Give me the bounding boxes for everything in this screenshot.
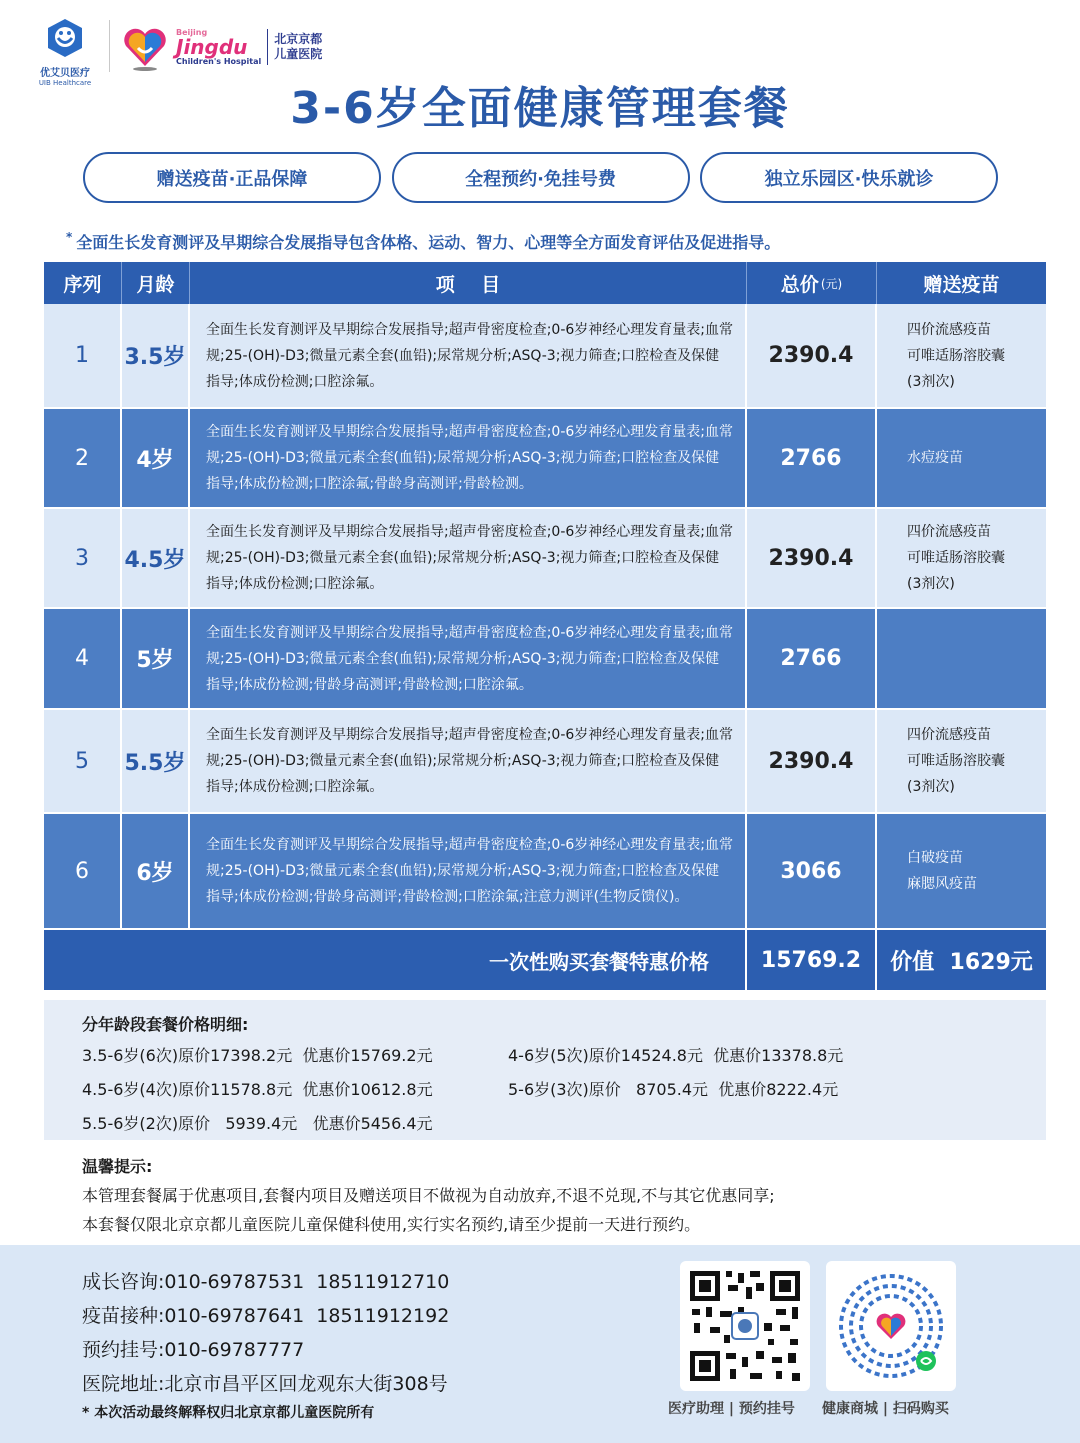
vaccine-line: (3剂次) <box>907 779 955 795</box>
mini-program-code-mall[interactable] <box>826 1261 956 1391</box>
header-price-label: 总价 <box>780 273 819 296</box>
jingdu-city: Beijing <box>176 28 208 37</box>
pill-appointment: 全程预约·免挂号费 <box>392 152 690 203</box>
jingdu-brand: Jingdu <box>176 35 248 59</box>
jingdu-logo <box>120 22 322 72</box>
vaccine-line: 麻腮风疫苗 <box>907 876 977 892</box>
contact-footer <box>0 1245 1080 1443</box>
header-vaccine: 赠送疫苗 <box>923 273 1000 296</box>
row-age: 6岁 <box>122 814 190 928</box>
note <box>66 230 780 253</box>
row-age: 3.5岁 <box>122 304 190 407</box>
disclaimer: * 本次活动最终解释权归北京京都儿童医院所有 <box>82 1405 375 1421</box>
logo-divider <box>109 20 110 72</box>
contact-address: 医院地址:北京市昌平区回龙观东大街308号 <box>82 1373 448 1395</box>
row-items: 全面生长发育测评及早期综合发展指导;超声骨密度检查;0-6岁神经心理发育量表;血常规;25-(OH)-D3;微量元素全套(血铅);尿常规分析;ASQ-3;视力筛查;口腔检查及保健指导;体成份检测;骨龄身高测评;骨龄检测;口腔涂氟。 <box>190 609 747 708</box>
breakdown-item: 4-6岁(5次)原价14524.8元 优惠价13378.8元 <box>508 1046 844 1065</box>
row-items: 全面生长发育测评及早期综合发展指导;超声骨密度检查;0-6岁神经心理发育量表;血常规;25-(OH)-D3;微量元素全套(血铅);尿常规分析;ASQ-3;视力筛查;口腔检查及保健指导;体成份检测;口腔涂氟。 <box>190 509 747 607</box>
vaccine-line: 四价流感疫苗 <box>907 727 991 743</box>
note-text: 全面生长发育测评及早期综合发展指导包含体格、运动、智力、心理等全方面发育评估及促进指导。 <box>76 233 781 252</box>
header-age: 月龄 <box>122 262 190 304</box>
row-age: 4岁 <box>122 409 190 507</box>
breakdown-item: 3.5-6岁(6次)原价17398.2元 优惠价15769.2元 <box>82 1046 433 1065</box>
vaccine-line: 水痘疫苗 <box>907 450 963 466</box>
vaccine-line: 四价流感疫苗 <box>907 321 991 338</box>
row-seq: 3 <box>44 509 122 607</box>
row-seq: 2 <box>44 409 122 507</box>
row-age: 5岁 <box>122 609 190 708</box>
uib-logo-en: UIB Healthcare <box>38 79 92 87</box>
table-row <box>44 304 1046 409</box>
vaccine-line: (3剂次) <box>907 576 955 592</box>
breakdown-grid <box>82 1043 1046 1153</box>
page-title: 3-6岁全面健康管理套餐 <box>290 83 790 134</box>
row-items: 全面生长发育测评及早期综合发展指导;超声骨密度检查;0-6岁神经心理发育量表;血常规;25-(OH)-D3;微量元素全套(血铅);尿常规分析;ASQ-3;视力筛查;口腔检查及保健指导;体成份检测;骨龄身高测评;骨龄检测;口腔涂氟;注意力测评(生物反馈仪)。 <box>190 814 747 928</box>
row-items: 全面生长发育测评及早期综合发展指导;超声骨密度检查;0-6岁神经心理发育量表;血常规;25-(OH)-D3;微量元素全套(血铅);尿常规分析;ASQ-3;视力筛查;口腔检查及保健指导;体成份检测;口腔涂氟;骨龄身高测评;骨龄检测。 <box>190 409 747 507</box>
row-vaccine <box>877 814 1046 928</box>
table-row <box>44 814 1046 930</box>
jingdu-cn-2: 儿童医院 <box>274 47 323 61</box>
tips-line: 本套餐仅限北京京都儿童医院儿童保健科使用,实行实名预约,请至少提前一天进行预约。 <box>82 1215 701 1234</box>
row-price: 2766 <box>747 409 877 507</box>
note-star: * <box>66 230 73 244</box>
price-breakdown <box>44 1000 1046 1140</box>
contact-growth: 成长咨询:010-69787531 18511912710 <box>82 1271 450 1293</box>
header-price <box>747 262 877 304</box>
jingdu-cn-1: 北京京都 <box>274 32 323 46</box>
header-price-unit: (元) <box>820 276 843 291</box>
qr2-caption: 健康商城 | 扫码购买 <box>822 1401 949 1417</box>
table-header <box>44 262 1046 304</box>
mini-program-code-icon <box>826 1261 956 1391</box>
row-vaccine <box>877 409 1046 507</box>
pill-vaccine: 赠送疫苗·正品保障 <box>83 152 381 203</box>
row-price: 2766 <box>747 609 877 708</box>
tips-line: 本管理套餐属于优惠项目,套餐内项目及赠送项目不做视为自动放弃,不退不兑现,不与其它优惠同享; <box>82 1186 775 1205</box>
breakdown-item: 5-6岁(3次)原价 8705.4元 优惠价8222.4元 <box>508 1080 839 1099</box>
jingdu-heart-icon <box>120 22 170 72</box>
row-seq: 4 <box>44 609 122 708</box>
table-row <box>44 509 1046 609</box>
header <box>0 0 1080 150</box>
table-row <box>44 609 1046 710</box>
table-row <box>44 409 1046 509</box>
contact-appointment: 预约挂号:010-69787777 <box>82 1339 305 1361</box>
row-seq: 1 <box>44 304 122 407</box>
pill-playground: 独立乐园区·快乐就诊 <box>700 152 998 203</box>
table-footer <box>44 930 1046 990</box>
breakdown-title: 分年龄段套餐价格明细: <box>82 1015 249 1034</box>
package-table <box>44 262 1046 990</box>
tips-title: 温馨提示: <box>82 1157 153 1176</box>
row-price: 2390.4 <box>747 304 877 407</box>
breakdown-item: 4.5-6岁(4次)原价11578.8元 优惠价10612.8元 <box>82 1080 433 1099</box>
qr1-caption: 医疗助理 | 预约挂号 <box>668 1401 795 1417</box>
footer-label: 一次性购买套餐特惠价格 <box>44 930 747 990</box>
vaccine-line: 可唯适肠溶胶囊 <box>907 550 1005 566</box>
row-vaccine <box>877 609 1046 708</box>
uib-logo-icon <box>45 18 85 58</box>
vaccine-line: 白破疫苗 <box>907 850 963 866</box>
table-row <box>44 710 1046 814</box>
row-vaccine <box>877 304 1046 407</box>
row-vaccine <box>877 710 1046 812</box>
breakdown-item: 5.5-6岁(2次)原价 5939.4元 优惠价5456.4元 <box>82 1114 433 1133</box>
contact-vaccine: 疫苗接种:010-69787641 18511912192 <box>82 1305 450 1327</box>
row-price: 2390.4 <box>747 710 877 812</box>
vaccine-line: 四价流感疫苗 <box>907 524 991 540</box>
row-items: 全面生长发育测评及早期综合发展指导;超声骨密度检查;0-6岁神经心理发育量表;血常规;25-(OH)-D3;微量元素全套(血铅);尿常规分析;ASQ-3;视力筛查;口腔检查及保健指导;体成份检测;口腔涂氟。 <box>190 710 747 812</box>
row-price: 2390.4 <box>747 509 877 607</box>
footer-value: 价值 1629元 <box>890 949 1033 975</box>
jingdu-en: Children's Hospital <box>176 57 262 66</box>
qr-code-assistant[interactable] <box>680 1261 810 1391</box>
header-items: 项 目 <box>190 262 747 304</box>
row-age: 4.5岁 <box>122 509 190 607</box>
row-price: 3066 <box>747 814 877 928</box>
footer-total: 15769.2 <box>747 930 877 990</box>
header-seq: 序列 <box>44 262 122 304</box>
uib-logo-cn: 优艾贝医疗 <box>40 68 90 79</box>
qr-code-icon <box>680 1261 810 1391</box>
contacts <box>82 1265 449 1423</box>
row-age: 5.5岁 <box>122 710 190 812</box>
row-items: 全面生长发育测评及早期综合发展指导;超声骨密度检查;0-6岁神经心理发育量表;血常规;25-(OH)-D3;微量元素全套(血铅);尿常规分析;ASQ-3;视力筛查;口腔检查及保健指导;体成份检测;口腔涂氟。 <box>190 304 747 407</box>
row-seq: 5 <box>44 710 122 812</box>
vaccine-line: (3剂次) <box>907 373 955 390</box>
jingdu-divider <box>267 29 268 65</box>
vaccine-line: 可唯适肠溶胶囊 <box>907 347 1005 364</box>
vaccine-line: 可唯适肠溶胶囊 <box>907 753 1005 769</box>
tips <box>82 1152 775 1239</box>
row-vaccine <box>877 509 1046 607</box>
feature-pills <box>83 152 998 203</box>
row-seq: 6 <box>44 814 122 928</box>
